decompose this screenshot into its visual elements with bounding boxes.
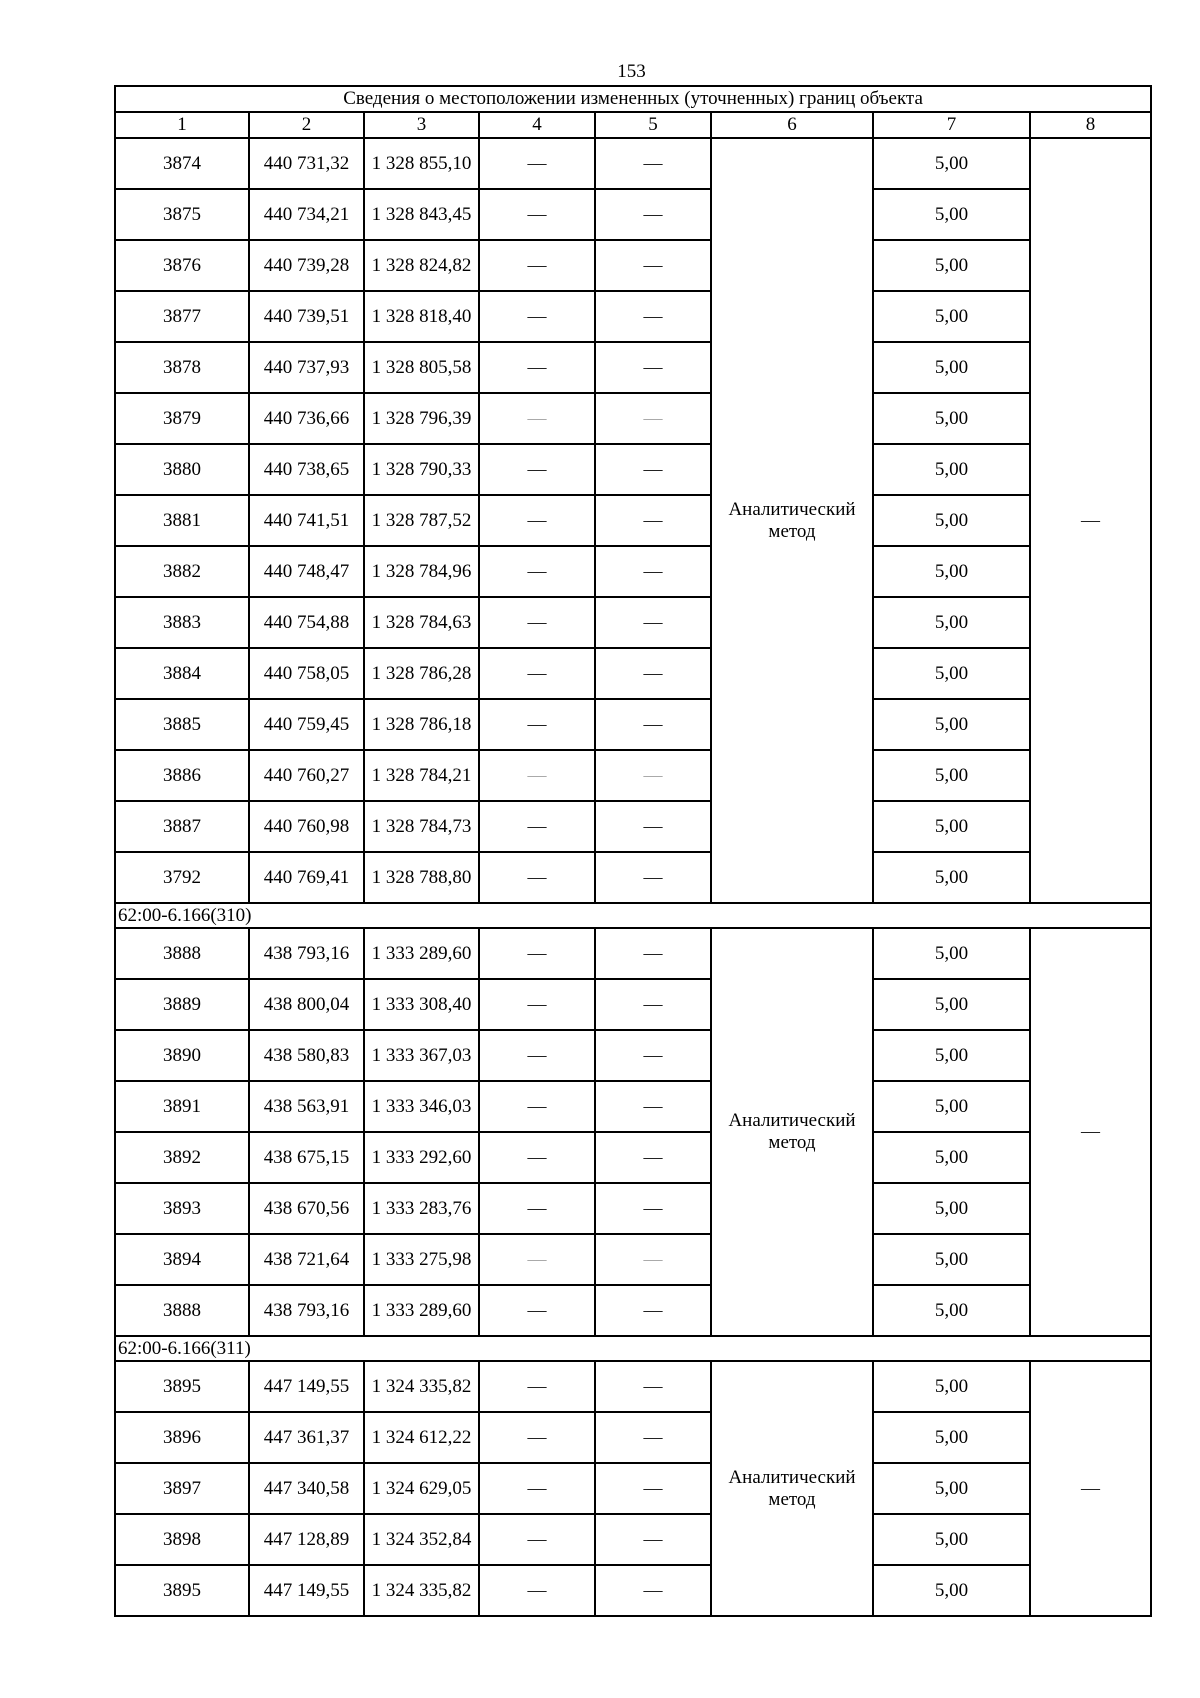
point-number-cell: 3880 bbox=[115, 444, 249, 495]
y-coordinate-cell: 1 328 843,45 bbox=[364, 189, 479, 240]
accuracy-cell: 5,00 bbox=[873, 138, 1030, 189]
table-row bbox=[115, 750, 1151, 801]
y-coordinate-cell: 1 328 818,40 bbox=[364, 291, 479, 342]
col4-cell: — bbox=[479, 393, 595, 444]
point-number-cell: 3888 bbox=[115, 1285, 249, 1336]
accuracy-cell: 5,00 bbox=[873, 699, 1030, 750]
y-coordinate-cell: 1 333 346,03 bbox=[364, 1081, 479, 1132]
group-label: 62:00-6.166(311) bbox=[115, 1336, 1151, 1361]
table-row bbox=[115, 1361, 1151, 1412]
method-cell: Аналитический метод bbox=[711, 1361, 873, 1616]
col5-cell: — bbox=[595, 189, 711, 240]
col5-cell: — bbox=[595, 648, 711, 699]
group-label-row bbox=[115, 1336, 1151, 1361]
table-row bbox=[115, 444, 1151, 495]
y-coordinate-cell: 1 333 308,40 bbox=[364, 979, 479, 1030]
table-row bbox=[115, 1132, 1151, 1183]
point-number-cell: 3887 bbox=[115, 801, 249, 852]
column-header-row bbox=[115, 112, 1151, 138]
col5-cell: — bbox=[595, 1081, 711, 1132]
col5-cell: — bbox=[595, 495, 711, 546]
accuracy-cell: 5,00 bbox=[873, 1565, 1030, 1616]
col4-cell: — bbox=[479, 240, 595, 291]
x-coordinate-cell: 438 580,83 bbox=[249, 1030, 364, 1081]
col4-cell: — bbox=[479, 291, 595, 342]
x-coordinate-cell: 440 759,45 bbox=[249, 699, 364, 750]
x-coordinate-cell: 447 149,55 bbox=[249, 1565, 364, 1616]
col4-cell: — bbox=[479, 1030, 595, 1081]
y-coordinate-cell: 1 328 788,80 bbox=[364, 852, 479, 903]
x-coordinate-cell: 447 149,55 bbox=[249, 1361, 364, 1412]
x-coordinate-cell: 440 748,47 bbox=[249, 546, 364, 597]
point-number-cell: 3882 bbox=[115, 546, 249, 597]
table-row bbox=[115, 1030, 1151, 1081]
table-row bbox=[115, 648, 1151, 699]
point-number-cell: 3879 bbox=[115, 393, 249, 444]
x-coordinate-cell: 438 793,16 bbox=[249, 928, 364, 979]
col4-cell: — bbox=[479, 1514, 595, 1565]
col4-cell: — bbox=[479, 648, 595, 699]
y-coordinate-cell: 1 328 824,82 bbox=[364, 240, 479, 291]
x-coordinate-cell: 440 769,41 bbox=[249, 852, 364, 903]
col5-cell: — bbox=[595, 1361, 711, 1412]
col4-cell: — bbox=[479, 1081, 595, 1132]
point-number-cell: 3884 bbox=[115, 648, 249, 699]
col5-cell: — bbox=[595, 1030, 711, 1081]
y-coordinate-cell: 1 328 784,73 bbox=[364, 801, 479, 852]
x-coordinate-cell: 440 739,28 bbox=[249, 240, 364, 291]
x-coordinate-cell: 438 721,64 bbox=[249, 1234, 364, 1285]
table-row bbox=[115, 979, 1151, 1030]
table-row bbox=[115, 495, 1151, 546]
col5-cell: — bbox=[595, 1412, 711, 1463]
table-title: Сведения о местоположении измененных (уточненных) границ объекта bbox=[115, 86, 1151, 112]
point-number-cell: 3875 bbox=[115, 189, 249, 240]
x-coordinate-cell: 447 128,89 bbox=[249, 1514, 364, 1565]
accuracy-cell: 5,00 bbox=[873, 750, 1030, 801]
col5-cell: — bbox=[595, 393, 711, 444]
col8-cell: — bbox=[1030, 138, 1151, 903]
column-header: 7 bbox=[873, 112, 1030, 138]
col4-cell: — bbox=[479, 1361, 595, 1412]
col4-cell: — bbox=[479, 1565, 595, 1616]
x-coordinate-cell: 438 563,91 bbox=[249, 1081, 364, 1132]
x-coordinate-cell: 440 760,98 bbox=[249, 801, 364, 852]
method-cell: Аналитический метод bbox=[711, 138, 873, 903]
column-header: 8 bbox=[1030, 112, 1151, 138]
col5-cell: — bbox=[595, 750, 711, 801]
accuracy-cell: 5,00 bbox=[873, 189, 1030, 240]
point-number-cell: 3889 bbox=[115, 979, 249, 1030]
point-number-cell: 3886 bbox=[115, 750, 249, 801]
col5-cell: — bbox=[595, 928, 711, 979]
y-coordinate-cell: 1 328 784,21 bbox=[364, 750, 479, 801]
x-coordinate-cell: 438 675,15 bbox=[249, 1132, 364, 1183]
col5-cell: — bbox=[595, 1565, 711, 1616]
col4-cell: — bbox=[479, 444, 595, 495]
point-number-cell: 3877 bbox=[115, 291, 249, 342]
x-coordinate-cell: 438 793,16 bbox=[249, 1285, 364, 1336]
col4-cell: — bbox=[479, 1183, 595, 1234]
accuracy-cell: 5,00 bbox=[873, 1030, 1030, 1081]
page-number: 153 bbox=[617, 61, 646, 82]
col4-cell: — bbox=[479, 979, 595, 1030]
y-coordinate-cell: 1 324 352,84 bbox=[364, 1514, 479, 1565]
col5-cell: — bbox=[595, 1463, 711, 1514]
table-row bbox=[115, 1412, 1151, 1463]
y-coordinate-cell: 1 324 612,22 bbox=[364, 1412, 479, 1463]
col5-cell: — bbox=[595, 138, 711, 189]
col4-cell: — bbox=[479, 852, 595, 903]
accuracy-cell: 5,00 bbox=[873, 1081, 1030, 1132]
x-coordinate-cell: 438 800,04 bbox=[249, 979, 364, 1030]
col4-cell: — bbox=[479, 495, 595, 546]
x-coordinate-cell: 447 340,58 bbox=[249, 1463, 364, 1514]
y-coordinate-cell: 1 328 805,58 bbox=[364, 342, 479, 393]
col4-cell: — bbox=[479, 189, 595, 240]
table-row bbox=[115, 138, 1151, 189]
accuracy-cell: 5,00 bbox=[873, 852, 1030, 903]
point-number-cell: 3894 bbox=[115, 1234, 249, 1285]
x-coordinate-cell: 440 738,65 bbox=[249, 444, 364, 495]
col5-cell: — bbox=[595, 1514, 711, 1565]
table-row bbox=[115, 1234, 1151, 1285]
y-coordinate-cell: 1 324 335,82 bbox=[364, 1565, 479, 1616]
accuracy-cell: 5,00 bbox=[873, 1463, 1030, 1514]
table-row bbox=[115, 597, 1151, 648]
col5-cell: — bbox=[595, 444, 711, 495]
col4-cell: — bbox=[479, 546, 595, 597]
y-coordinate-cell: 1 328 784,96 bbox=[364, 546, 479, 597]
y-coordinate-cell: 1 328 855,10 bbox=[364, 138, 479, 189]
col8-cell: — bbox=[1030, 1361, 1151, 1616]
accuracy-cell: 5,00 bbox=[873, 495, 1030, 546]
y-coordinate-cell: 1 328 796,39 bbox=[364, 393, 479, 444]
point-number-cell: 3898 bbox=[115, 1514, 249, 1565]
x-coordinate-cell: 440 737,93 bbox=[249, 342, 364, 393]
accuracy-cell: 5,00 bbox=[873, 928, 1030, 979]
table-row bbox=[115, 1081, 1151, 1132]
table-row bbox=[115, 852, 1151, 903]
method-cell: Аналитический метод bbox=[711, 928, 873, 1336]
col4-cell: — bbox=[479, 801, 595, 852]
table-row bbox=[115, 1514, 1151, 1565]
y-coordinate-cell: 1 328 786,28 bbox=[364, 648, 479, 699]
col5-cell: — bbox=[595, 801, 711, 852]
x-coordinate-cell: 440 754,88 bbox=[249, 597, 364, 648]
accuracy-cell: 5,00 bbox=[873, 546, 1030, 597]
table-row bbox=[115, 928, 1151, 979]
point-number-cell: 3895 bbox=[115, 1565, 249, 1616]
col5-cell: — bbox=[595, 1234, 711, 1285]
y-coordinate-cell: 1 333 275,98 bbox=[364, 1234, 479, 1285]
y-coordinate-cell: 1 328 784,63 bbox=[364, 597, 479, 648]
y-coordinate-cell: 1 324 335,82 bbox=[364, 1361, 479, 1412]
col4-cell: — bbox=[479, 1412, 595, 1463]
accuracy-cell: 5,00 bbox=[873, 342, 1030, 393]
accuracy-cell: 5,00 bbox=[873, 444, 1030, 495]
y-coordinate-cell: 1 328 790,33 bbox=[364, 444, 479, 495]
group-label: 62:00-6.166(310) bbox=[115, 903, 1151, 928]
point-number-cell: 3896 bbox=[115, 1412, 249, 1463]
point-number-cell: 3885 bbox=[115, 699, 249, 750]
y-coordinate-cell: 1 333 367,03 bbox=[364, 1030, 479, 1081]
point-number-cell: 3876 bbox=[115, 240, 249, 291]
point-number-cell: 3893 bbox=[115, 1183, 249, 1234]
column-header: 5 bbox=[595, 112, 711, 138]
table-row bbox=[115, 546, 1151, 597]
point-number-cell: 3883 bbox=[115, 597, 249, 648]
col4-cell: — bbox=[479, 1234, 595, 1285]
table-row bbox=[115, 189, 1151, 240]
x-coordinate-cell: 447 361,37 bbox=[249, 1412, 364, 1463]
boundary-coordinates-table bbox=[114, 85, 1152, 1617]
col4-cell: — bbox=[479, 1285, 595, 1336]
col4-cell: — bbox=[479, 928, 595, 979]
accuracy-cell: 5,00 bbox=[873, 1132, 1030, 1183]
col4-cell: — bbox=[479, 597, 595, 648]
y-coordinate-cell: 1 333 283,76 bbox=[364, 1183, 479, 1234]
point-number-cell: 3878 bbox=[115, 342, 249, 393]
point-number-cell: 3890 bbox=[115, 1030, 249, 1081]
point-number-cell: 3874 bbox=[115, 138, 249, 189]
y-coordinate-cell: 1 328 786,18 bbox=[364, 699, 479, 750]
point-number-cell: 3897 bbox=[115, 1463, 249, 1514]
col4-cell: — bbox=[479, 342, 595, 393]
x-coordinate-cell: 440 736,66 bbox=[249, 393, 364, 444]
point-number-cell: 3881 bbox=[115, 495, 249, 546]
column-header: 3 bbox=[364, 112, 479, 138]
point-number-cell: 3888 bbox=[115, 928, 249, 979]
col4-cell: — bbox=[479, 138, 595, 189]
accuracy-cell: 5,00 bbox=[873, 393, 1030, 444]
x-coordinate-cell: 440 739,51 bbox=[249, 291, 364, 342]
x-coordinate-cell: 440 734,21 bbox=[249, 189, 364, 240]
point-number-cell: 3891 bbox=[115, 1081, 249, 1132]
y-coordinate-cell: 1 333 289,60 bbox=[364, 1285, 479, 1336]
table-row bbox=[115, 393, 1151, 444]
col5-cell: — bbox=[595, 699, 711, 750]
col5-cell: — bbox=[595, 979, 711, 1030]
y-coordinate-cell: 1 324 629,05 bbox=[364, 1463, 479, 1514]
column-header: 6 bbox=[711, 112, 873, 138]
x-coordinate-cell: 440 741,51 bbox=[249, 495, 364, 546]
point-number-cell: 3792 bbox=[115, 852, 249, 903]
col5-cell: — bbox=[595, 1183, 711, 1234]
accuracy-cell: 5,00 bbox=[873, 597, 1030, 648]
x-coordinate-cell: 438 670,56 bbox=[249, 1183, 364, 1234]
accuracy-cell: 5,00 bbox=[873, 1285, 1030, 1336]
table-row bbox=[115, 801, 1151, 852]
point-number-cell: 3895 bbox=[115, 1361, 249, 1412]
y-coordinate-cell: 1 333 292,60 bbox=[364, 1132, 479, 1183]
accuracy-cell: 5,00 bbox=[873, 240, 1030, 291]
table-row bbox=[115, 1463, 1151, 1514]
table-row bbox=[115, 240, 1151, 291]
accuracy-cell: 5,00 bbox=[873, 291, 1030, 342]
col4-cell: — bbox=[479, 750, 595, 801]
column-header: 2 bbox=[249, 112, 364, 138]
table-row bbox=[115, 1285, 1151, 1336]
y-coordinate-cell: 1 333 289,60 bbox=[364, 928, 479, 979]
col8-cell: — bbox=[1030, 928, 1151, 1336]
accuracy-cell: 5,00 bbox=[873, 1234, 1030, 1285]
group-label-row bbox=[115, 903, 1151, 928]
col5-cell: — bbox=[595, 240, 711, 291]
col4-cell: — bbox=[479, 699, 595, 750]
col4-cell: — bbox=[479, 1463, 595, 1514]
col5-cell: — bbox=[595, 1132, 711, 1183]
table-row bbox=[115, 699, 1151, 750]
col5-cell: — bbox=[595, 291, 711, 342]
accuracy-cell: 5,00 bbox=[873, 648, 1030, 699]
accuracy-cell: 5,00 bbox=[873, 1183, 1030, 1234]
x-coordinate-cell: 440 731,32 bbox=[249, 138, 364, 189]
column-header: 1 bbox=[115, 112, 249, 138]
accuracy-cell: 5,00 bbox=[873, 1361, 1030, 1412]
col5-cell: — bbox=[595, 852, 711, 903]
x-coordinate-cell: 440 758,05 bbox=[249, 648, 364, 699]
col4-cell: — bbox=[479, 1132, 595, 1183]
table-row bbox=[115, 342, 1151, 393]
point-number-cell: 3892 bbox=[115, 1132, 249, 1183]
table-row bbox=[115, 1565, 1151, 1616]
column-header: 4 bbox=[479, 112, 595, 138]
accuracy-cell: 5,00 bbox=[873, 979, 1030, 1030]
accuracy-cell: 5,00 bbox=[873, 1412, 1030, 1463]
y-coordinate-cell: 1 328 787,52 bbox=[364, 495, 479, 546]
col5-cell: — bbox=[595, 1285, 711, 1336]
table-row bbox=[115, 1183, 1151, 1234]
table-row bbox=[115, 291, 1151, 342]
col5-cell: — bbox=[595, 342, 711, 393]
col5-cell: — bbox=[595, 597, 711, 648]
accuracy-cell: 5,00 bbox=[873, 1514, 1030, 1565]
col5-cell: — bbox=[595, 546, 711, 597]
x-coordinate-cell: 440 760,27 bbox=[249, 750, 364, 801]
accuracy-cell: 5,00 bbox=[873, 801, 1030, 852]
